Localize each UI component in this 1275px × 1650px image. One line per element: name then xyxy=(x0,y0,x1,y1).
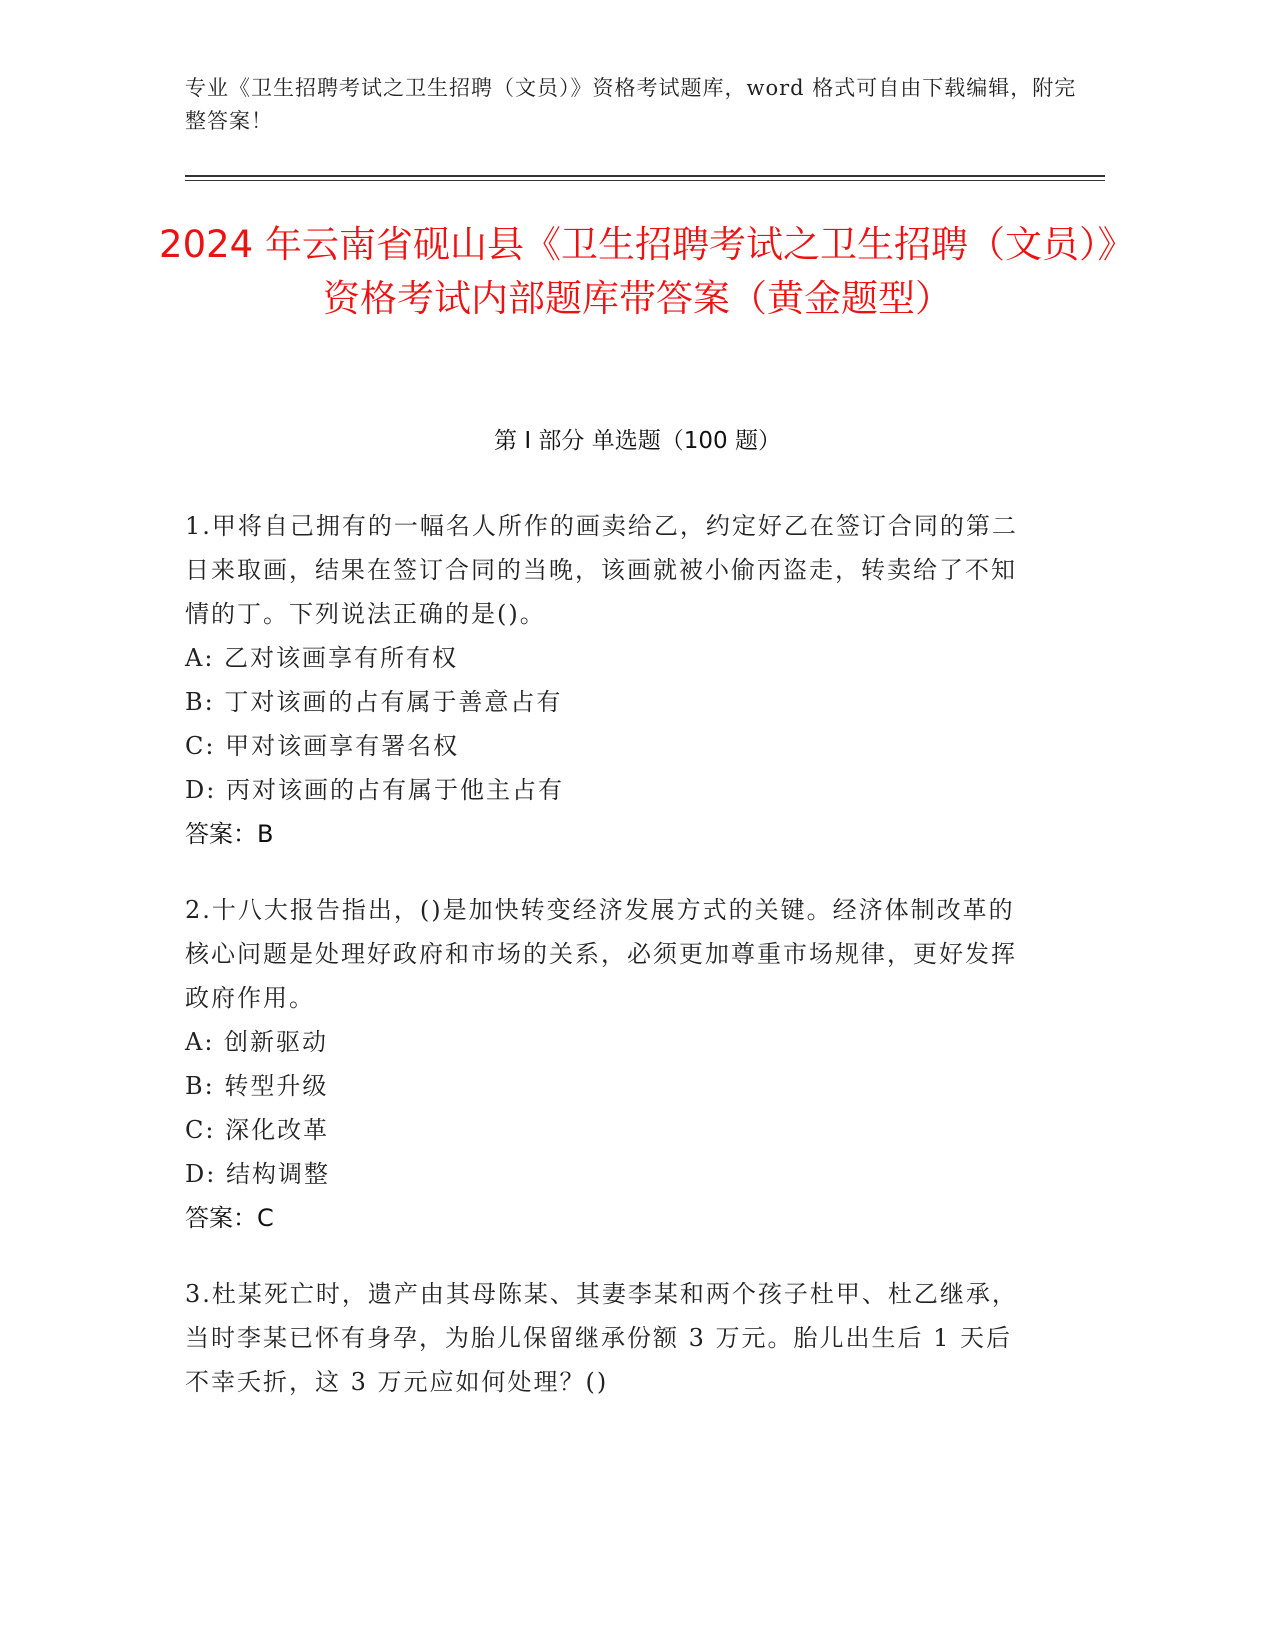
option-c: C: 甲对该画享有署名权 xyxy=(185,732,460,760)
section-heading: 第 I 部分 单选题（100 题） xyxy=(494,428,781,454)
document-title: 2024 年云南省砚山县《卫生招聘考试之卫生招聘（文员）》资格考试内部题库带答案（黄金题型） xyxy=(159,223,1116,320)
option-c: C: 深化改革 xyxy=(185,1116,330,1144)
header-divider xyxy=(185,175,1105,177)
answer: 答案：C xyxy=(185,1204,274,1232)
option-b: B: 丁对该画的占有属于善意占有 xyxy=(185,688,563,716)
question-stem: 3.杜某死亡时，遗产由其母陈某、其妻李某和两个孩子杜甲、杜乙继承，当时李某已怀有身孕，为胎儿保留继承份额 3 万元。胎儿出生后 1 天后不幸夭折，这 3 万元应如何处理？() xyxy=(185,1280,1018,1396)
option-d: D: 丙对该画的占有属于他主占有 xyxy=(185,776,564,804)
option-a: A: 乙对该画享有所有权 xyxy=(185,644,459,672)
question-2 xyxy=(185,888,1025,1240)
question-3 xyxy=(185,1272,1025,1404)
answer: 答案：B xyxy=(185,820,274,848)
header-note: 专业《卫生招聘考试之卫生招聘（文员）》资格考试题库，word 格式可自由下载编辑，附完整答案！ xyxy=(185,76,1077,133)
question-stem: 2.十八大报告指出，()是加快转变经济发展方式的关键。经济体制改革的核心问题是处理好政府和市场的关系，必须更加尊重市场规律，更好发挥政府作用。 xyxy=(185,896,1017,1012)
question-stem: 1.甲将自己拥有的一幅名人所作的画卖给乙，约定好乙在签订合同的第二日来取画，结果在签订合同的当晚，该画就被小偷丙盗走，转卖给了不知情的丁。下列说法正确的是()。 xyxy=(185,512,1018,628)
option-b: B: 转型升级 xyxy=(185,1072,329,1100)
question-list xyxy=(185,504,1025,1436)
option-d: D: 结构调整 xyxy=(185,1160,330,1188)
header-divider-thin xyxy=(185,180,1105,181)
option-a: A: 创新驱动 xyxy=(185,1028,329,1056)
question-1 xyxy=(185,504,1025,856)
